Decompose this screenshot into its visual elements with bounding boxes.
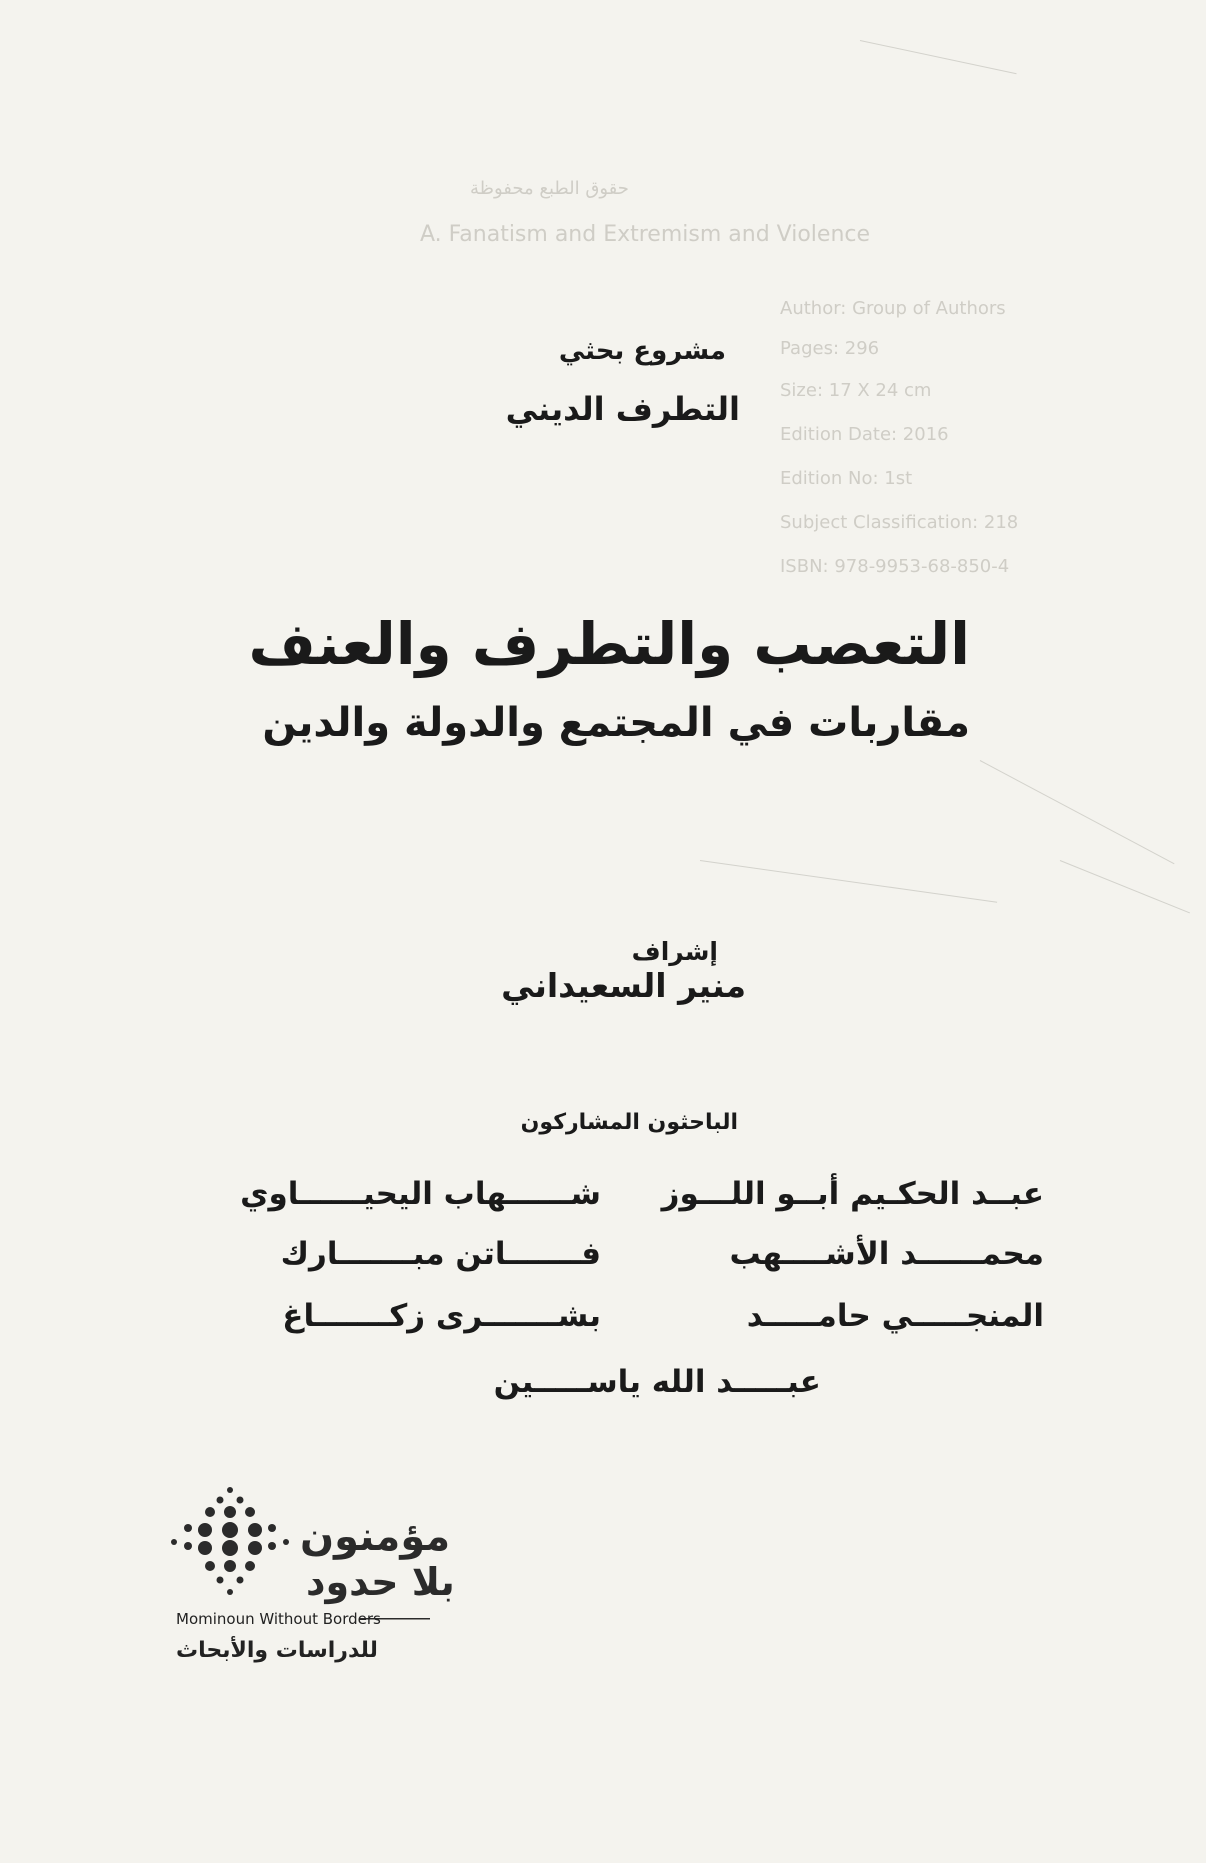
project-label: مشروع بحثي <box>558 336 726 366</box>
author-name: بشـــــــرى زكـــــــاغ <box>282 1298 601 1334</box>
publisher-name-ar-top: مؤمنون <box>300 1514 451 1560</box>
ghost-line: حقوق الطبع محفوظة <box>470 178 629 199</box>
ghost-line: Pages: 296 <box>780 338 880 359</box>
project-name: التطرف الديني <box>505 390 740 428</box>
author-name: شــــــهاب اليحيــــــاوي <box>240 1176 601 1212</box>
author-name: محمــــــد الأشــــهب <box>729 1236 1044 1272</box>
ghost-line: A. Fanatism and Extremism and Violence <box>420 222 871 247</box>
ghost-line: ISBN: 978-9953-68-850-4 <box>780 556 1010 577</box>
author-name: عبــد الحكـيم أبــو اللـــوز <box>661 1176 1044 1212</box>
author-name: عبـــــد الله ياســـــين <box>493 1364 821 1400</box>
ghost-line: Size: 17 X 24 cm <box>780 380 932 401</box>
paper-crease <box>700 860 997 903</box>
ghost-line: Subject Classification: 218 <box>780 512 1019 533</box>
ghost-line: Edition No: 1st <box>780 468 913 489</box>
paper-crease <box>1060 860 1190 913</box>
author-name: المنجـــــي حامـــــد <box>746 1298 1044 1334</box>
book-title: التعصب والتطرف والعنف <box>248 610 970 678</box>
supervisor-name: منير السعيداني <box>501 966 746 1005</box>
ghost-line: Author: Group of Authors <box>780 298 1006 319</box>
publisher-name-ar-mid: بلا حدود <box>306 1560 455 1604</box>
publisher-tagline: للدراسات والأبحاث <box>176 1638 378 1663</box>
paper-crease <box>860 40 1017 74</box>
supervision-label: إشراف <box>631 937 718 966</box>
paper-crease <box>980 760 1175 864</box>
participants-label: الباحثون المشاركون <box>520 1110 738 1135</box>
author-name: فـــــــاتن مبـــــــارك <box>280 1236 601 1272</box>
book-subtitle: مقاربات في المجتمع والدولة والدين <box>262 700 970 746</box>
publisher-name-en: Mominoun Without Borders <box>176 1610 381 1628</box>
ghost-line: Edition Date: 2016 <box>780 424 949 445</box>
